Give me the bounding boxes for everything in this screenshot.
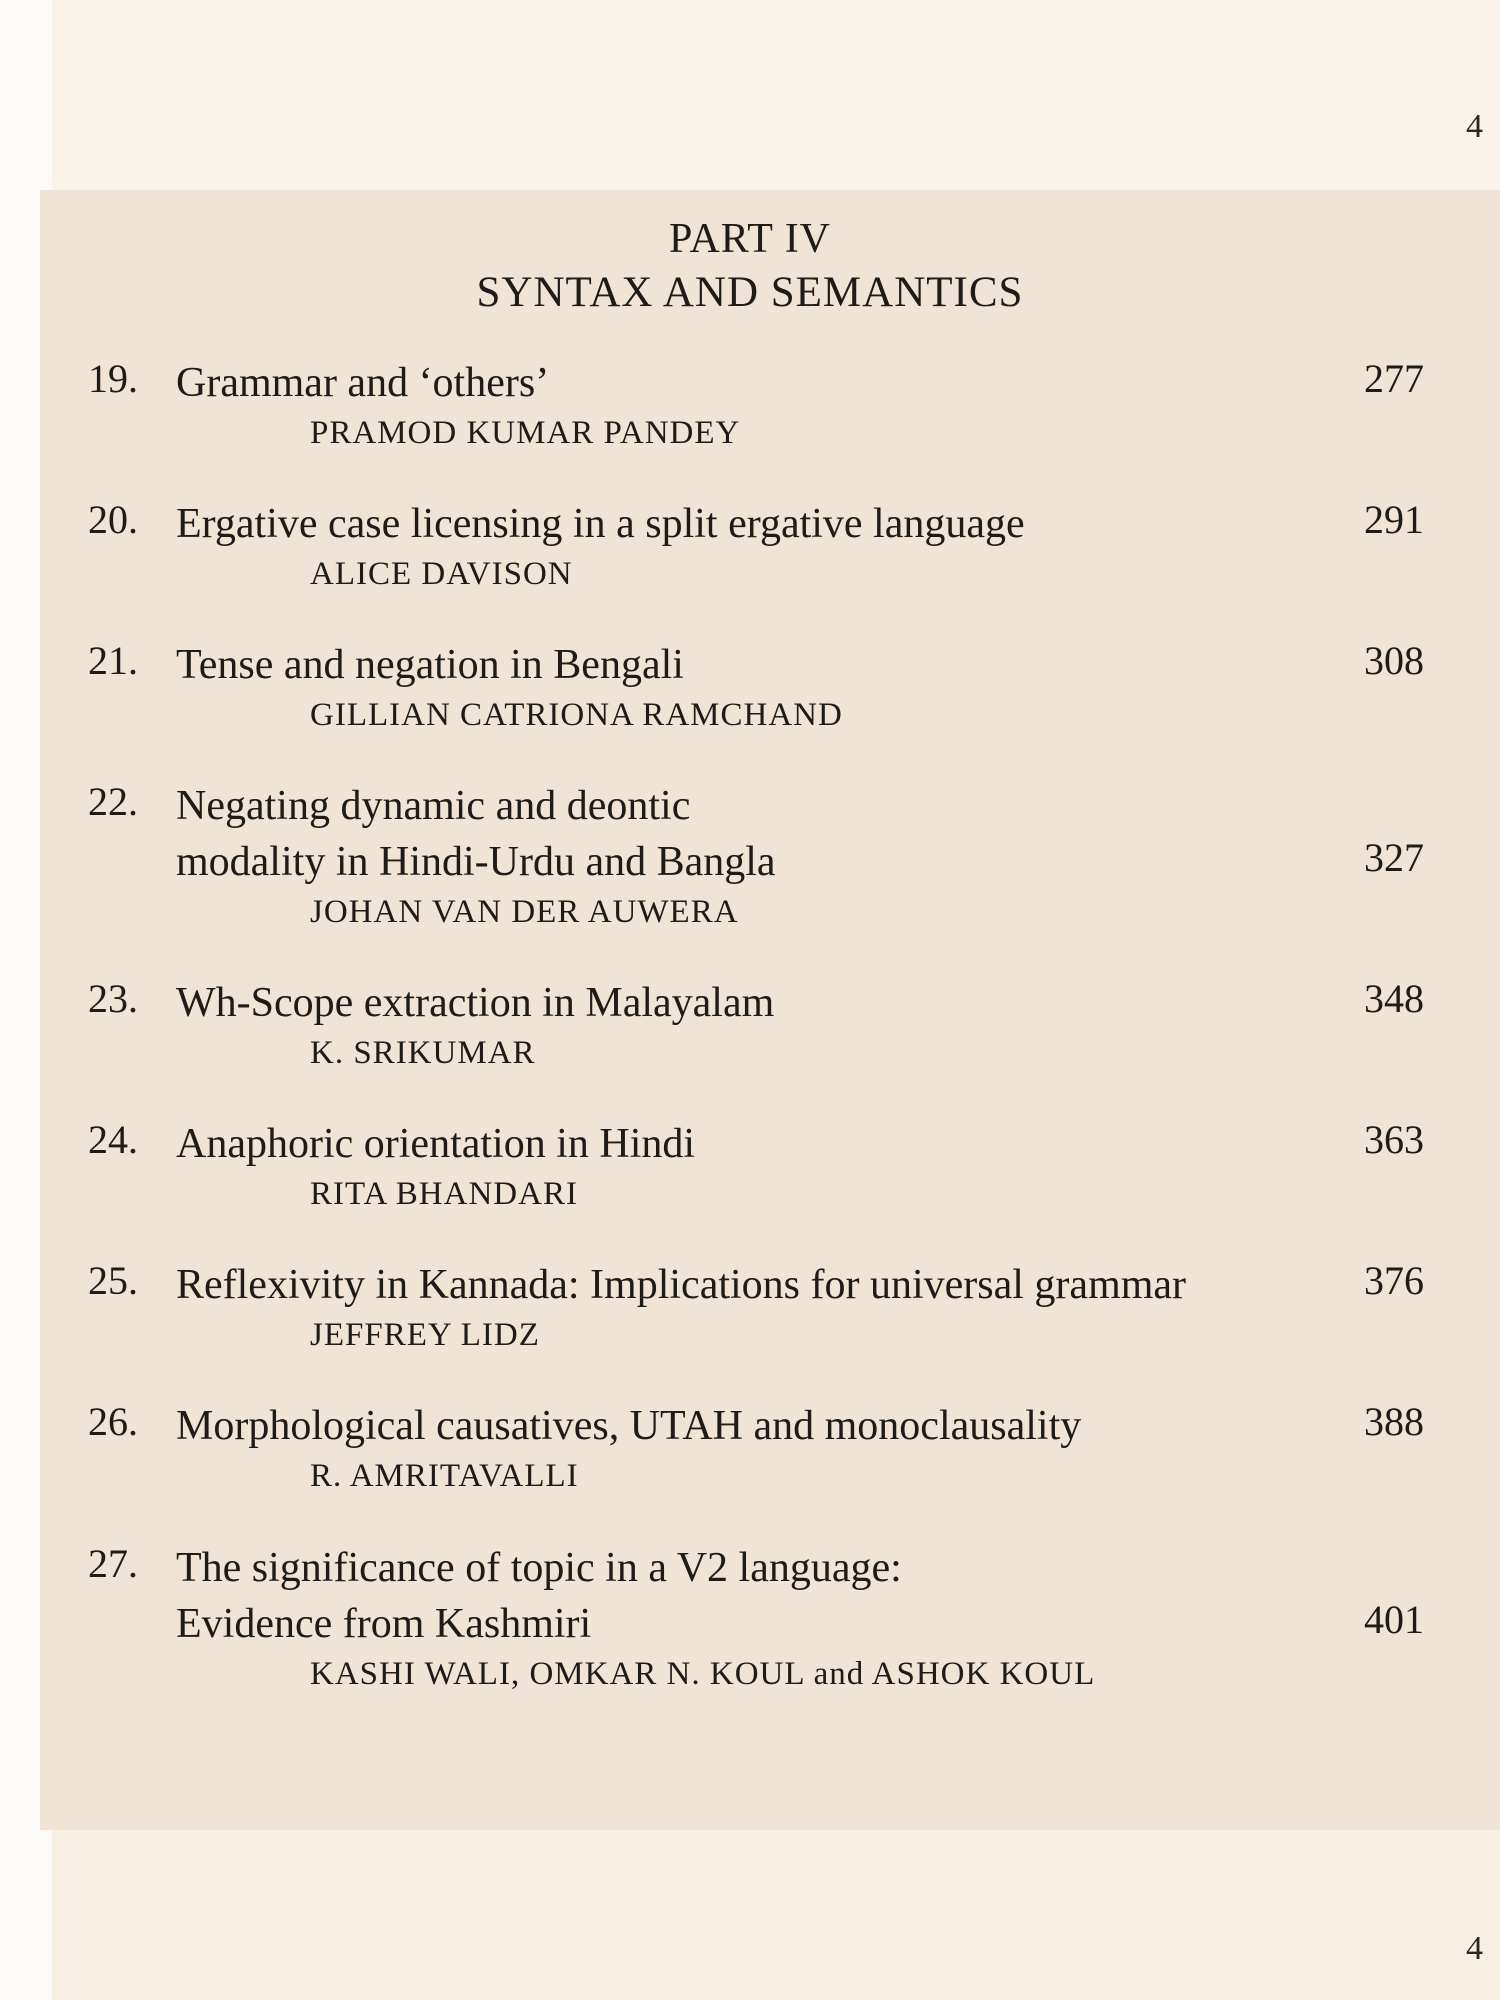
- previous-page-margin: [0, 0, 1500, 190]
- entry-author: GILLIAN CATRIONA RAMCHAND: [310, 697, 843, 733]
- entry-page: 291: [1364, 497, 1424, 542]
- toc-entry: [0, 1116, 1500, 1266]
- entry-page: 388: [1364, 1399, 1424, 1444]
- toc-entry: [0, 496, 1500, 646]
- entry-number: 21.: [88, 638, 138, 683]
- entry-page: 348: [1364, 976, 1424, 1021]
- entry-page: 277: [1364, 356, 1424, 401]
- entry-author: JEFFREY LIDZ: [310, 1317, 540, 1353]
- entry-title: Reflexivity in Kannada: Implications for universal grammar: [176, 1262, 1187, 1308]
- entry-author: R. AMRITAVALLI: [310, 1458, 579, 1494]
- entry-page: 327: [1364, 835, 1424, 880]
- entry-page: 363: [1364, 1117, 1424, 1162]
- entry-title-line-1: Negating dynamic and deontic: [176, 783, 691, 829]
- toc-entry: [0, 1257, 1500, 1407]
- entry-page: 376: [1364, 1258, 1424, 1303]
- section-heading: SYNTAX AND SEMANTICS: [476, 269, 1024, 316]
- entry-title-line-2: modality in Hindi-Urdu and Bangla: [176, 839, 776, 885]
- entry-author: PRAMOD KUMAR PANDEY: [310, 415, 741, 451]
- entry-title: Grammar and ‘others’: [176, 360, 550, 406]
- toc-entry: [0, 355, 1500, 505]
- entry-author: ALICE DAVISON: [310, 556, 573, 592]
- entry-number: 22.: [88, 779, 138, 824]
- entry-number: 25.: [88, 1258, 138, 1303]
- edge-page-number-top: 4: [1466, 108, 1483, 145]
- entry-author: K. SRIKUMAR: [310, 1035, 536, 1071]
- entry-title: Ergative case licensing in a split ergative language: [176, 501, 1025, 547]
- toc-entry: [0, 975, 1500, 1125]
- entry-title-line-2: Evidence from Kashmiri: [176, 1601, 592, 1647]
- next-page-margin: [52, 1830, 1500, 2000]
- toc-entry: [0, 1398, 1500, 1548]
- entry-title: Morphological causatives, UTAH and monoclausality: [176, 1403, 1082, 1449]
- entry-title: Anaphoric orientation in Hindi: [176, 1121, 696, 1167]
- entry-number: 26.: [88, 1399, 138, 1444]
- entry-author: RITA BHANDARI: [310, 1176, 578, 1212]
- entry-page: 401: [1364, 1597, 1424, 1642]
- toc-entry: [0, 1540, 1500, 1720]
- part-heading: PART IV: [668, 216, 832, 262]
- entry-number: 19.: [88, 356, 138, 401]
- toc-entry: [0, 778, 1500, 958]
- entry-title: Tense and negation in Bengali: [176, 642, 684, 688]
- entry-author: JOHAN VAN DER AUWERA: [310, 894, 739, 930]
- entry-number: 24.: [88, 1117, 138, 1162]
- toc-entry: [0, 637, 1500, 787]
- entry-number: 23.: [88, 976, 138, 1021]
- entry-title: Wh-Scope extraction in Malayalam: [176, 980, 775, 1026]
- edge-page-number-bottom: 4: [1466, 1930, 1483, 1967]
- entry-page: 308: [1364, 638, 1424, 683]
- entry-title-line-1: The significance of topic in a V2 language:: [176, 1545, 902, 1591]
- entry-number: 20.: [88, 497, 138, 542]
- entry-author: KASHI WALI, OMKAR N. KOUL and ASHOK KOUL: [310, 1656, 1096, 1692]
- entry-number: 27.: [88, 1541, 138, 1586]
